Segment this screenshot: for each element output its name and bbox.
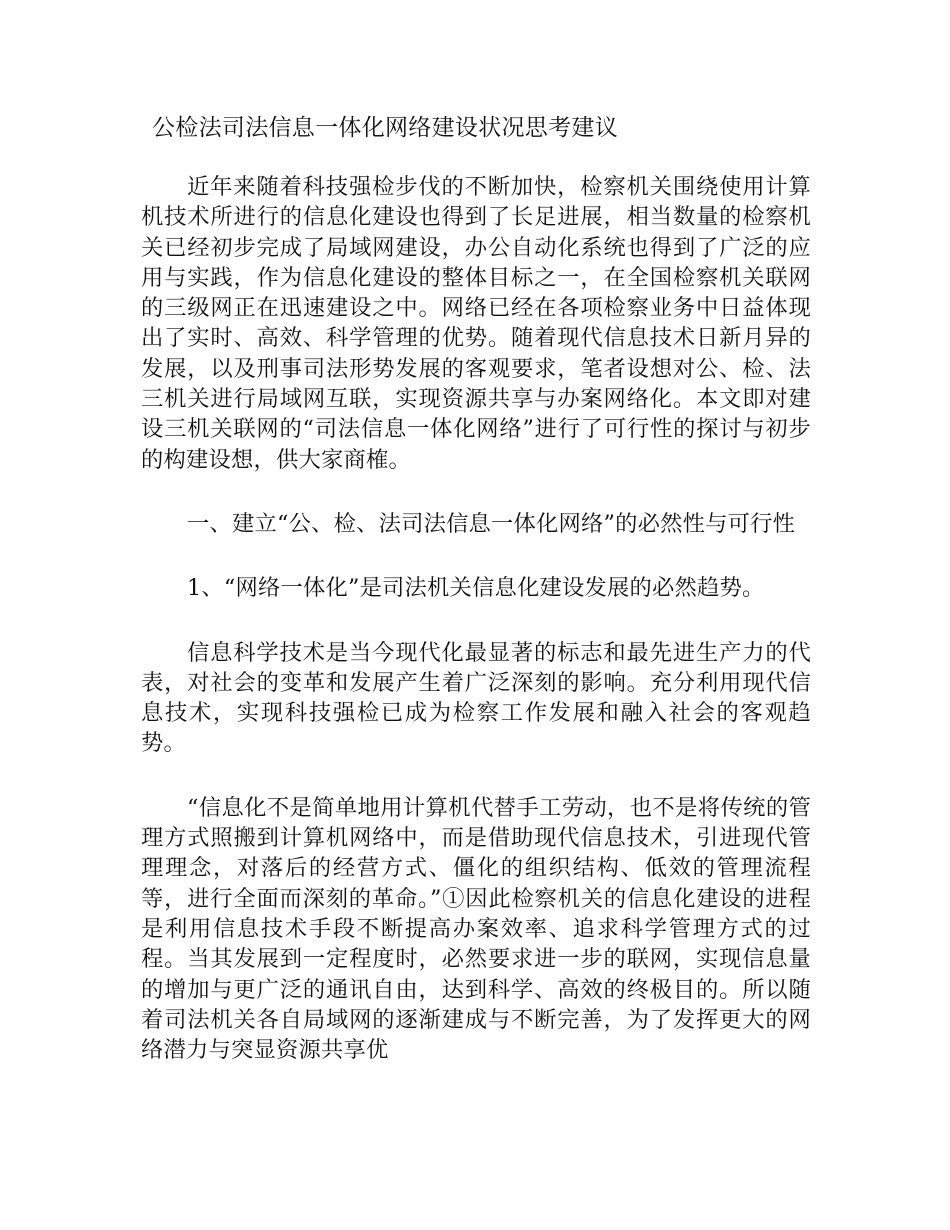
subsection-heading-1: 1、“网络一体化”是司法机关信息化建设发展的必然趋势。 (187, 575, 765, 602)
paragraph-quote: “信息化不是简单地用计算机代替手工劳动，也不是将传统的管理方式照搬到计算机网络中，而是借助现代信息技术，引进现代管理理念，对落后的经营方式、僵化的组织结构、低效的管理流程等，进行全面而深刻的革命。”①因此检察机关的信息化建设的进程是利用信息技术手段不断提高办案效率、追求科学管理方式的过程。当其发展到一定程度时，必然要求进一步的联网，实现信息量的增加与更广泛的通讯自由，达到科学、高效的终极目的。所以随着司法机关各自局域网的逐渐建成与不断完善，为了发挥更大的网络潜力与突显资源共享优 (141, 794, 811, 1064)
section-heading-1: 一、建立“公、检、法司法信息一体化网络”的必然性与可行性 (187, 510, 796, 537)
document-title: 公检法司法信息一体化网络建设状况思考建议 (152, 115, 618, 141)
document-body (141, 172, 811, 1099)
paragraph-info-tech: 信息科学技术是当今现代化最显著的标志和最先进生产力的代表，对社会的变革和发展产生着广泛深刻的影响。充分利用现代信息技术，实现科技强检已成为检察工作发展和融入社会的客观趋势。 (141, 639, 811, 757)
paragraph-intro: 近年来随着科技强检步伐的不断加快，检察机关围绕使用计算机技术所进行的信息化建设也得到了长足进展，相当数量的检察机关已经初步完成了局域网建设，办公自动化系统也得到了广泛的应用与实践，作为信息化建设的整体目标之一，在全国检察机关联网的三级网正在迅速建设之中。网络已经在各项检察业务中日益体现出了实时、高效、科学管理的优势。随着现代信息技术日新月异的发展，以及刑事司法形势发展的客观要求，笔者设想对公、检、法三机关进行局域网互联，实现资源共享与办案网络化。本文即对建设三机关联网的“司法信息一体化网络”进行了可行性的探讨与初步的构建设想，供大家商榷。 (141, 174, 811, 473)
